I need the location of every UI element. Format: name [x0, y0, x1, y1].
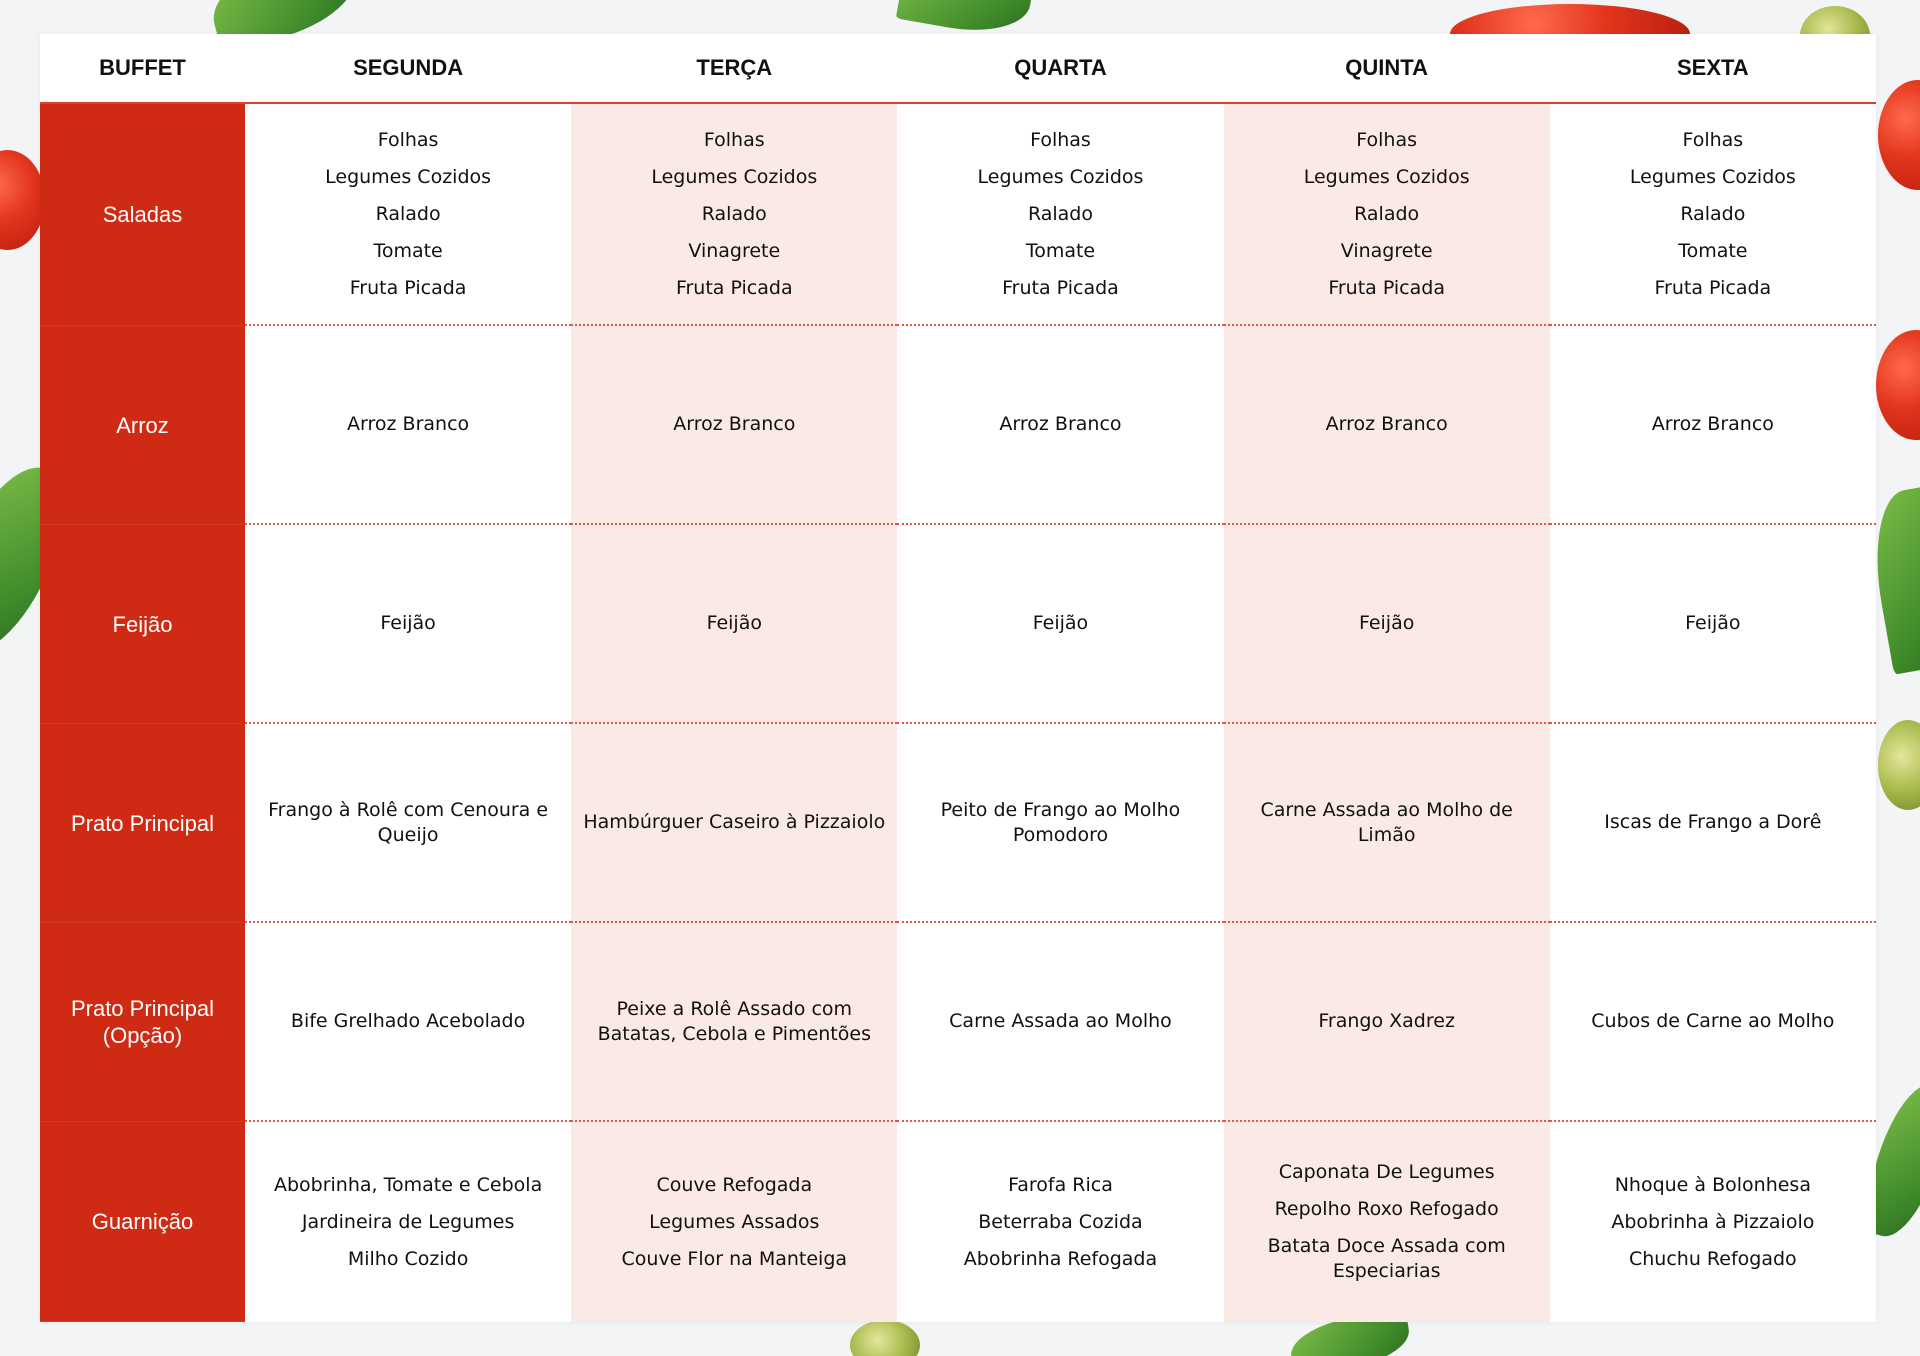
- dish-item: Beterraba Cozida: [978, 1210, 1143, 1233]
- dish-item: Fruta Picada: [1328, 276, 1445, 299]
- menu-cell: [245, 104, 571, 326]
- row-label-guarnicao: Guarnição: [40, 1122, 245, 1322]
- row-label-arroz: Arroz: [40, 326, 245, 525]
- dish-item: Ralado: [375, 202, 441, 225]
- dish-item: Folhas: [377, 128, 439, 151]
- dish-item: Couve Refogada: [656, 1173, 813, 1196]
- dish-item: Farofa Rica: [1008, 1173, 1113, 1196]
- menu-cell: [1224, 923, 1550, 1122]
- dish-item: Legumes Cozidos: [651, 165, 818, 188]
- dish-item: Ralado: [701, 202, 767, 225]
- header-buffet: BUFFET: [40, 34, 245, 104]
- dish-item: Tomate: [373, 239, 443, 262]
- dish-item: Legumes Cozidos: [977, 165, 1144, 188]
- dish-item: Ralado: [1680, 202, 1746, 225]
- menu-cell: [1224, 724, 1550, 923]
- dish-item: Iscas de Frango a Dorê: [1604, 811, 1822, 833]
- row-label-feijao: Feijão: [40, 525, 245, 724]
- menu-cell: [571, 525, 897, 724]
- menu-cell: [571, 923, 897, 1122]
- green-tomato-icon: [850, 1320, 920, 1356]
- dish-item: Legumes Cozidos: [1629, 165, 1796, 188]
- dish-item: Tomate: [1678, 239, 1748, 262]
- menu-cell: [245, 724, 571, 923]
- dish-item: Peixe a Rolê Assado com Batatas, Cebola e Pimentões: [597, 997, 871, 1045]
- dish-item: Cubos de Carne ao Molho: [1591, 1010, 1835, 1032]
- menu-cell: [571, 104, 897, 326]
- dish-item: Chuchu Refogado: [1629, 1247, 1797, 1270]
- tomato-icon: [1876, 330, 1920, 440]
- menu-cell: [1550, 724, 1876, 923]
- dish-item: Folhas: [1682, 128, 1744, 151]
- dish-item: Arroz Branco: [1651, 413, 1774, 435]
- menu-cell: [1550, 326, 1876, 525]
- menu-cell: [897, 525, 1223, 724]
- dish-item: Batata Doce Assada com Especiarias: [1267, 1235, 1506, 1282]
- row-label-prato-principal-opcao: Prato Principal (Opção): [40, 923, 245, 1122]
- dish-item: Caponata De Legumes: [1278, 1161, 1495, 1183]
- menu-cell: [1224, 326, 1550, 525]
- menu-cell: [245, 1122, 571, 1322]
- dish-item: Legumes Cozidos: [1303, 165, 1470, 188]
- dish-item: Abobrinha à Pizzaiolo: [1611, 1210, 1815, 1233]
- dish-item: Hambúrguer Caseiro à Pizzaiolo: [583, 811, 886, 833]
- dish-item: Frango Xadrez: [1318, 1010, 1455, 1032]
- menu-cell: [571, 1122, 897, 1322]
- green-tomato-icon: [1878, 720, 1920, 810]
- dish-item: Vinagrete: [1340, 239, 1433, 262]
- dish-item: Ralado: [1354, 202, 1420, 225]
- tomato-icon: [0, 150, 45, 250]
- dish-item: Carne Assada ao Molho de Limão: [1260, 798, 1513, 846]
- dish-item: Arroz Branco: [673, 413, 796, 435]
- menu-cell: [1550, 1122, 1876, 1322]
- menu-cell: [1550, 923, 1876, 1122]
- dish-item: Fruta Picada: [349, 276, 467, 299]
- dish-item: Arroz Branco: [1325, 413, 1448, 435]
- dish-item: Fruta Picada: [675, 276, 793, 299]
- dish-item: Milho Cozido: [347, 1247, 469, 1270]
- dish-item: Carne Assada ao Molho: [949, 1010, 1172, 1032]
- dish-item: Feijão: [1685, 612, 1741, 634]
- menu-cell: [245, 326, 571, 525]
- tomato-icon: [1878, 80, 1920, 190]
- header-day-quarta: QUARTA: [897, 34, 1223, 104]
- dish-item: Ralado: [1027, 202, 1093, 225]
- dish-item: Feijão: [380, 612, 436, 634]
- dish-item: Arroz Branco: [999, 413, 1122, 435]
- dish-item: Folhas: [1356, 128, 1418, 151]
- menu-cell: [1224, 525, 1550, 724]
- dish-item: Arroz Branco: [347, 413, 470, 435]
- menu-cell: [1224, 104, 1550, 326]
- row-label-prato-principal: Prato Principal: [40, 724, 245, 923]
- menu-cell: [897, 923, 1223, 1122]
- dish-item: Fruta Picada: [1002, 276, 1119, 299]
- menu-cell: [897, 1122, 1223, 1322]
- menu-cell: [897, 326, 1223, 525]
- row-label-saladas: Saladas: [40, 104, 245, 326]
- menu-cell: [1550, 104, 1876, 326]
- dish-item: Nhoque à Bolonhesa: [1614, 1173, 1811, 1196]
- header-day-quinta: QUINTA: [1224, 34, 1550, 104]
- menu-cell: [1550, 525, 1876, 724]
- menu-cell: [571, 724, 897, 923]
- dish-item: Abobrinha Refogada: [963, 1247, 1158, 1270]
- menu-cell: [897, 104, 1223, 326]
- header-day-sexta: SEXTA: [1550, 34, 1876, 104]
- dish-item: Repolho Roxo Refogado: [1274, 1198, 1499, 1220]
- menu-cell: [245, 923, 571, 1122]
- menu-table: [40, 34, 1876, 1322]
- dish-item: Vinagrete: [688, 239, 781, 262]
- dish-item: Feijão: [1358, 612, 1415, 634]
- dish-item: Bife Grelhado Acebolado: [290, 1010, 526, 1032]
- dish-item: Peito de Frango ao Molho Pomodoro: [940, 798, 1181, 846]
- dish-item: Folhas: [703, 128, 765, 151]
- menu-cell: [1224, 1122, 1550, 1322]
- dish-item: Abobrinha, Tomate e Cebola: [273, 1173, 543, 1196]
- header-day-terca: TERÇA: [571, 34, 897, 104]
- dish-item: Tomate: [1025, 239, 1096, 262]
- dish-item: Frango à Rolê com Cenoura e Queijo: [268, 798, 549, 846]
- menu-cell: [245, 525, 571, 724]
- header-day-segunda: SEGUNDA: [245, 34, 571, 104]
- dish-item: Feijão: [706, 612, 762, 634]
- dish-item: Fruta Picada: [1654, 276, 1772, 299]
- menu-cell: [571, 326, 897, 525]
- dish-item: Feijão: [1032, 612, 1089, 634]
- dish-item: Couve Flor na Manteiga: [621, 1247, 848, 1270]
- dish-item: Folhas: [1030, 128, 1091, 151]
- menu-cell: [897, 724, 1223, 923]
- dish-item: Jardineira de Legumes: [301, 1210, 515, 1233]
- dish-item: Legumes Assados: [649, 1210, 820, 1233]
- dish-item: Legumes Cozidos: [325, 165, 492, 188]
